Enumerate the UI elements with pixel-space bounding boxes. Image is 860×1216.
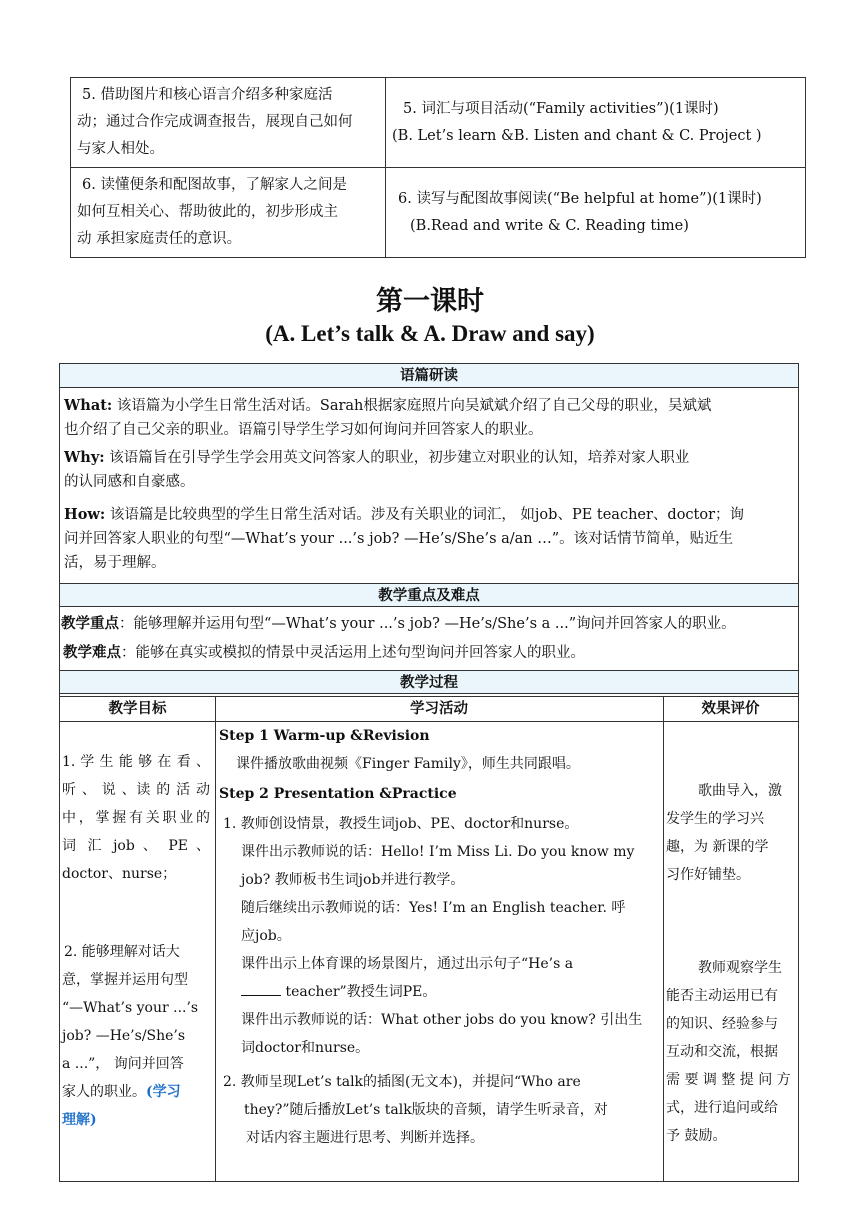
- activity-line: 课件出示教师说的话：What other jobs do you know? 引出生: [241, 1012, 643, 1028]
- evaluation-1: [666, 777, 796, 889]
- lesson-line: (B.Read and write & C. Reading time): [410, 217, 689, 234]
- table-row: [71, 78, 806, 168]
- column-header-activity: 学习活动: [410, 700, 468, 717]
- activity-cell: [219, 722, 659, 1152]
- column-divider: [215, 696, 216, 1181]
- why-label: Why:: [64, 449, 105, 466]
- activity-line: 应job。: [241, 928, 291, 944]
- activity-line: 课件出示上体育课的场景图片，通过出示句子“He’s a: [241, 956, 574, 972]
- goal-line: “—What’s your ...’s: [62, 1000, 199, 1016]
- goal-line: 家人的职业。: [62, 1084, 146, 1100]
- evaluation-line: 歌曲导入，激: [698, 783, 782, 799]
- goal-line: 中，掌握有关职业的: [62, 810, 210, 826]
- goal-cell: [71, 168, 386, 258]
- evaluation-line: 予 鼓励。: [666, 1128, 727, 1144]
- lesson-line: (B. Let’s learn &B. Listen and chant & C. Project ): [392, 127, 762, 144]
- lesson-cell: [386, 78, 806, 168]
- difficult-text: ：能够在真实或模拟的情景中灵活运用上述句型询问并回答家人的职业。: [121, 645, 585, 661]
- evaluation-line: 习作好铺垫。: [666, 867, 750, 883]
- difficult-label: 教学难点: [63, 644, 121, 661]
- lesson-plan-table: [59, 363, 799, 1182]
- fill-blank: [241, 981, 281, 996]
- evaluation-line: 发学生的学习兴: [666, 811, 764, 827]
- why-text: 的认同感和自豪感。: [64, 474, 195, 490]
- step2-title: Step 2 Presentation &Practice: [219, 786, 457, 802]
- evaluation-line: 式，进行追问或给: [666, 1100, 778, 1116]
- key-point: [61, 612, 792, 636]
- goal-line: 词 汇 job 、 PE 、: [62, 838, 210, 854]
- activity-line: 2. 教师呈现Let’s talk的插图(无文本)，并提问“Who are: [223, 1074, 581, 1090]
- step1-text: 课件播放歌曲视频《Finger Family》，师生共同跟唱。: [236, 756, 580, 772]
- why-text: 该语篇旨在引导学生学会用英文问答家人的职业，初步建立对职业的认知，培养对家人职业: [104, 450, 690, 466]
- goal-line: doctor、nurse；: [62, 866, 177, 882]
- goal-1: [62, 748, 210, 888]
- evaluation-line: 趣，为 新课的学: [666, 839, 769, 855]
- evaluation-2: [666, 954, 796, 1150]
- how-text: 问并回答家人职业的句型“—What’s your ...’s job? —He’s/She’s a/an …”。该对话情节简单，贴近生: [64, 531, 734, 547]
- section-header: 语篇研读: [60, 364, 798, 388]
- evaluation-line: 能否主动运用已有: [666, 988, 778, 1004]
- goal-line: 1. 学 生 能 够 在 看 、: [62, 754, 210, 770]
- lesson-line: 5. 词汇与项目活动(“Family activities”)(1课时): [403, 100, 719, 117]
- goal-line: 动；通过合作完成调查报告，展现自己如何: [77, 114, 353, 130]
- goal-tag: (学习: [146, 1084, 181, 1100]
- activity-line: 课件出示教师说的话：Hello! I’m Miss Li. Do you know my: [241, 844, 635, 860]
- step1-title: Step 1 Warm-up &Revision: [219, 728, 430, 744]
- evaluation-line: 教师观察学生: [698, 960, 782, 976]
- lesson-title: 第一课时: [376, 286, 484, 317]
- how-text: 该语篇是比较典型的学生日常生活对话。涉及有关职业的词汇， 如job、PE teacher、doctor；询: [105, 507, 745, 523]
- evaluation-line: 需 要 调 整 提 问 方: [666, 1072, 791, 1088]
- table-row: [71, 168, 806, 258]
- how-text: 活，易于理解。: [64, 555, 166, 571]
- key-label: 教学重点: [61, 615, 119, 632]
- focus-header: 教学重点及难点: [60, 583, 798, 607]
- activity-line: 随后继续出示教师说的话：Yes! I’m an English teacher. 呼: [241, 900, 626, 916]
- lesson-cell: [386, 168, 806, 258]
- activity-line: teacher”教授生词PE。: [281, 984, 437, 1000]
- column-header-goal: 教学目标: [108, 700, 167, 717]
- goal-line: 动 承担家庭责任的意识。: [77, 231, 242, 247]
- evaluation-line: 的知识、经验参与: [666, 1016, 778, 1032]
- lesson-subtitle: (A. Let’s talk & A. Draw and say): [265, 321, 595, 346]
- goal-cell: [71, 78, 386, 168]
- activity-line: 1. 教师创设情景，教授生词job、PE、doctor和nurse。: [223, 816, 579, 832]
- difficult-point: [63, 641, 792, 665]
- how-label: How:: [64, 506, 106, 523]
- column-divider: [663, 696, 664, 1181]
- what-paragraph: [64, 394, 792, 442]
- goal-line: 2. 能够理解对话大: [64, 944, 180, 960]
- goal-line: 听 、 说 、读 的 活 动: [62, 782, 210, 798]
- what-text: 该语篇为小学生日常生活对话。Sarah根据家庭照片向吴斌斌介绍了自己父母的职业，吴斌斌: [112, 398, 712, 414]
- goal-line: job? —He’s/She’s: [62, 1028, 186, 1044]
- goal-line: 意，掌握并运用句型: [62, 972, 188, 988]
- key-text: ：能够理解并运用句型“—What’s your ...’s job? —He’s/She’s a ...”询问并回答家人的职业。: [119, 616, 736, 632]
- lesson-line: 6. 读写与配图故事阅读(“Be helpful at home”)(1课时): [398, 190, 762, 207]
- column-header-evaluation: 效果评价: [701, 700, 760, 717]
- goal-line: 如何互相关心、帮助彼此的，初步形成主: [77, 204, 338, 220]
- activity-line: 词doctor和nurse。: [241, 1040, 370, 1056]
- how-paragraph: [64, 503, 792, 575]
- process-header: 教学过程: [60, 670, 798, 694]
- what-label: What:: [64, 397, 113, 414]
- unit-plan-table: [70, 77, 806, 258]
- goal-line: 与家人相处。: [77, 141, 164, 157]
- why-paragraph: [64, 446, 792, 494]
- what-text: 也介绍了自己父亲的职业。语篇引导学生学习如何询问并回答家人的职业。: [64, 422, 543, 438]
- activity-line: job? 教师板书生词job并进行教学。: [241, 872, 465, 888]
- goal-2: [62, 938, 212, 1134]
- goal-line: 5. 借助图片和核心语言介绍多种家庭活: [82, 87, 333, 103]
- goal-tag: 理解): [62, 1112, 97, 1128]
- goal-line: a ...”， 询问并回答: [62, 1056, 184, 1072]
- activity-line: 对话内容主题进行思考、判断并选择。: [246, 1130, 484, 1146]
- goal-line: 6. 读懂便条和配图故事，了解家人之间是: [82, 177, 347, 193]
- activity-line: they?”随后播放Let’s talk版块的音频，请学生听录音，对: [244, 1102, 608, 1118]
- evaluation-line: 互动和交流，根据: [666, 1044, 778, 1060]
